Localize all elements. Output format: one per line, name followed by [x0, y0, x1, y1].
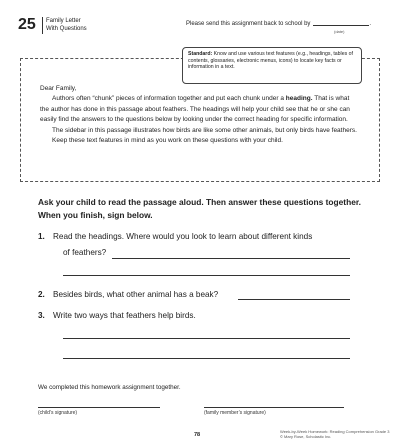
- page-header: [18, 16, 388, 38]
- answer-line-1b[interactable]: [63, 275, 350, 276]
- instructions: Ask your child to read the passage aloud. Then answer these questions together. When you finish, sign below.: [38, 197, 361, 220]
- return-note: Please send this assignment back to school by .: [186, 21, 372, 27]
- letter-paragraph-1: [40, 94, 358, 125]
- lesson-title-line2: With Questions: [46, 26, 87, 32]
- family-signature-line[interactable]: [204, 407, 344, 408]
- credit-line-1: Week-by-Week Homework: Reading Comprehension Grade 3: [280, 429, 390, 434]
- lesson-number: 25: [18, 16, 36, 33]
- answer-line-2[interactable]: [238, 299, 350, 300]
- question-1-text: Read the headings. Where would you look to learn about different kinds: [53, 232, 313, 241]
- answer-line-3b[interactable]: [63, 358, 350, 359]
- question-1-number: 1.: [38, 232, 45, 241]
- child-signature-line[interactable]: [38, 407, 160, 408]
- return-date-label: (date): [334, 29, 345, 34]
- return-note-text: Please send this assignment back to school by: [186, 21, 311, 27]
- lesson-title: [46, 17, 126, 33]
- letter-paragraph-3: Keep these text features in mind as you work on these questions with your child.: [52, 137, 283, 145]
- letter-p1-after: That is what the author has done in this passage about feathers. The headings will help your child see that he or she can easily find the answers to the questions below by looking under the correct heading for specific information.: [40, 95, 350, 124]
- question-1-text-continued: of feathers?: [63, 248, 107, 257]
- standard-label: Standard:: [188, 51, 213, 57]
- question-2-number: 2.: [38, 290, 45, 299]
- answer-line-3a[interactable]: [63, 338, 350, 339]
- question-1: [38, 232, 313, 242]
- return-date-field[interactable]: [313, 25, 369, 26]
- header-divider: [42, 17, 43, 34]
- question-2: [38, 290, 219, 300]
- credit-line-2: © Mary Rose, Scholastic Inc.: [280, 434, 332, 439]
- standard-box: [182, 47, 362, 84]
- lesson-title-line1: Family Letter: [46, 18, 81, 24]
- letter-p1-bold: heading.: [285, 95, 313, 103]
- completed-statement: We completed this homework assignment together.: [38, 384, 181, 391]
- question-2-text: Besides birds, what other animal has a beak?: [53, 290, 219, 299]
- answer-line-1a[interactable]: [112, 258, 350, 259]
- standard-text: Know and use various text features (e.g., headings, tables of contents, glossaries, electronic menus, icons) to locate key facts or information in a text.: [188, 51, 353, 70]
- child-signature-label: (child’s signature): [38, 410, 78, 416]
- letter-p1-before: Authors often “chunk” pieces of information together and put each chunk under a: [52, 95, 284, 103]
- page-number: 78: [194, 432, 201, 438]
- family-signature-label: (family member’s signature): [204, 410, 266, 416]
- letter-paragraph-2: The sidebar in this passage illustrates how birds are like some other animals, but only birds have feathers.: [52, 126, 357, 134]
- family-letter: [40, 84, 358, 146]
- credit-line: [280, 429, 390, 439]
- question-3-text: Write two ways that feathers help birds.: [53, 311, 196, 320]
- letter-greeting: Dear Family,: [40, 85, 77, 92]
- question-3-number: 3.: [38, 311, 45, 320]
- question-3: [38, 311, 196, 321]
